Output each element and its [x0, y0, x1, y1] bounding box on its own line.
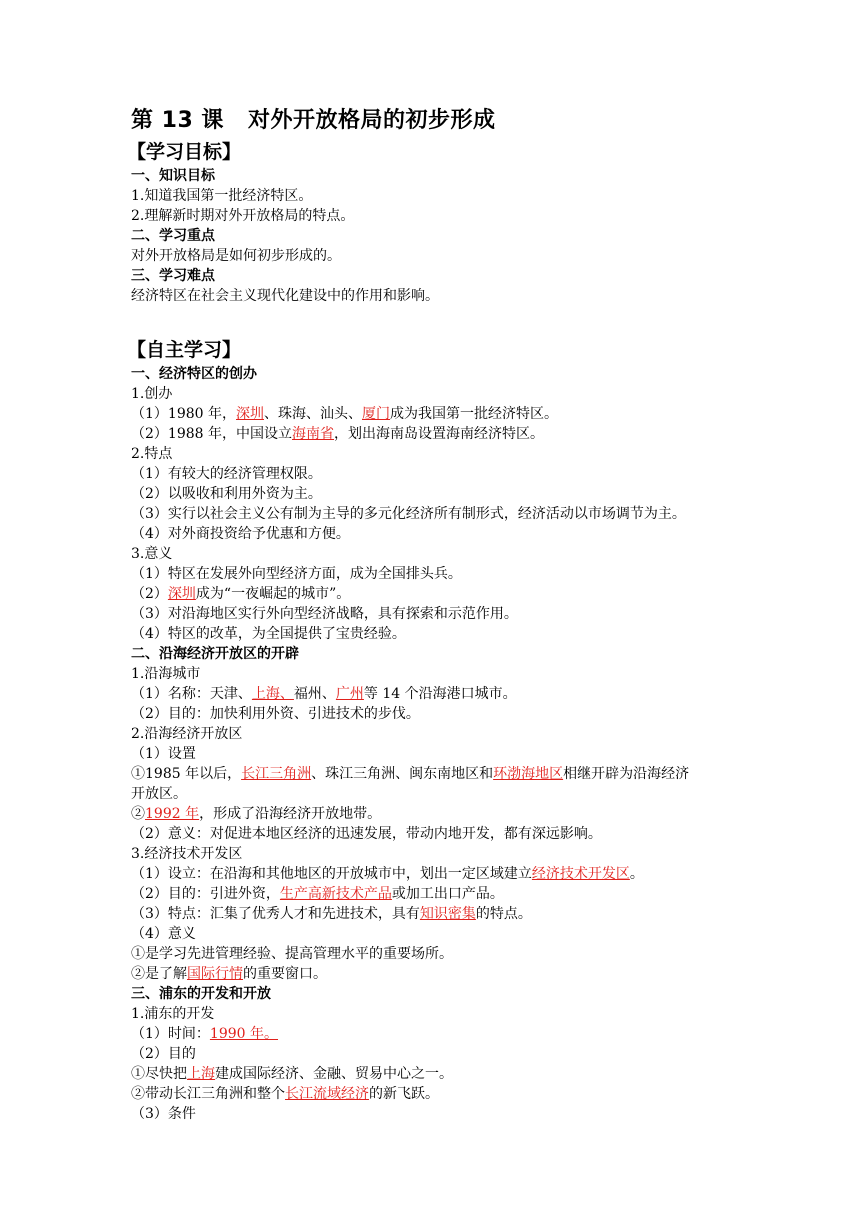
item-dev-zones-4b: ②是了解国际行情的重要窗口。 [131, 966, 327, 982]
item-dev-zones-2: （2）目的：引进外资，生产高新技术产品或加工出口产品。 [131, 886, 504, 902]
highlight-text: 长江三角洲 [241, 766, 312, 782]
item-coastal-cities: 1.沿海城市 [131, 666, 201, 682]
item-open-zones-1: （1）设置 [131, 746, 196, 762]
key-point-text: 对外开放格局是如何初步形成的。 [131, 248, 341, 264]
item-features-2: （2）以吸收和利用外资为主。 [131, 486, 322, 502]
knowledge-goal-2: 2.理解新时期对外开放格局的特点。 [131, 208, 355, 224]
item-open-zones-1a: ①1985 年以后，长江三角洲、珠江三角洲、闽东南地区和环渤海地区相继开辟为沿海经济 [131, 766, 690, 782]
lesson-number: 第 13 课 [131, 108, 224, 133]
item-pudong-1: （1）时间：1990 年。 [131, 1026, 279, 1042]
item-features-4: （4）对外商投资给予优惠和方便。 [131, 526, 350, 542]
item-features-3: （3）实行以社会主义公有制为主导的多元化经济所有制形式，经济活动以市场调节为主。 [131, 506, 686, 522]
item-pudong: 1.浦东的开发 [131, 1006, 215, 1022]
goals-heading: 【学习目标】 [127, 141, 242, 163]
item-pudong-2b: ②带动长江三角洲和整个长江流域经济的新飞跃。 [131, 1086, 439, 1102]
highlight-text: 深圳 [167, 586, 196, 602]
item-dev-zones-3: （3）特点：汇集了优秀人才和先进技术，具有知识密集的特点。 [131, 906, 532, 922]
lesson-name: 对外开放格局的初步形成 [247, 108, 496, 133]
highlight-text: 海南省 [292, 426, 334, 442]
knowledge-goal-1: 1.知道我国第一批经济特区。 [131, 188, 313, 204]
item-significance: 3.意义 [131, 546, 173, 562]
highlight-text: 国际行情 [187, 966, 243, 982]
item-founding-1: （1）1980 年，深圳、珠海、汕头、厦门成为我国第一批经济特区。 [131, 406, 558, 422]
highlight-text: 上海 [187, 1066, 215, 1082]
item-dev-zones: 3.经济技术开发区 [131, 846, 243, 862]
highlight-text: 1990 年。 [209, 1026, 279, 1042]
lesson-title [131, 104, 731, 138]
highlight-text: 1992 年 [145, 806, 200, 822]
key-point-heading: 二、学习重点 [131, 228, 215, 244]
knowledge-goal-heading: 一、知识目标 [131, 168, 215, 184]
section-1-heading: 一、经济特区的创办 [131, 366, 257, 382]
highlight-text: 厦门 [362, 406, 390, 422]
item-open-zones-1b: ②1992 年，形成了沿海经济开放地带。 [131, 806, 382, 822]
item-significance-3: （3）对沿海地区实行外向型经济战略，具有探索和示范作用。 [131, 606, 518, 622]
highlight-text: 知识密集 [419, 906, 476, 922]
difficulty-heading: 三、学习难点 [131, 268, 215, 284]
item-features-1: （1）有较大的经济管理权限。 [131, 466, 322, 482]
item-coastal-cities-2: （2）目的：加快利用外资、引进技术的步伐。 [131, 706, 420, 722]
item-pudong-2: （2）目的 [131, 1046, 196, 1062]
highlight-text: 上海、 [251, 686, 294, 702]
item-dev-zones-1: （1）设立：在沿海和其他地区的开放城市中，划出一定区域建立经济技术开发区。 [131, 866, 644, 882]
item-significance-2: （2）深圳成为“一夜崛起的城市”。 [131, 586, 351, 602]
highlight-text: 深圳 [236, 406, 264, 422]
item-significance-1: （1）特区在发展外向型经济方面，成为全国排头兵。 [131, 566, 462, 582]
highlight-text: 经济技术开发区 [531, 866, 630, 882]
item-dev-zones-4: （4）意义 [131, 926, 196, 942]
item-pudong-2a: ①尽快把上海建成国际经济、金融、贸易中心之一。 [131, 1066, 453, 1082]
difficulty-text: 经济特区在社会主义现代化建设中的作用和影响。 [131, 288, 439, 304]
section-3-heading: 三、浦东的开发和开放 [131, 986, 271, 1002]
item-features: 2.特点 [131, 446, 173, 462]
highlight-text: 长江流域经济 [285, 1086, 369, 1102]
item-coastal-cities-1: （1）名称：天津、上海、福州、广州等 14 个沿海港口城市。 [131, 686, 517, 702]
highlight-text: 生产高新技术产品 [279, 886, 392, 902]
item-open-zones-2: （2）意义：对促进本地区经济的迅速发展，带动内地开发，都有深远影响。 [131, 826, 602, 842]
item-dev-zones-4a: ①是学习先进管理经验、提高管理水平的重要场所。 [131, 946, 453, 962]
item-significance-4: （4）特区的改革，为全国提供了宝贵经验。 [131, 626, 406, 642]
item-open-zones: 2.沿海经济开放区 [131, 726, 243, 742]
highlight-text: 环渤海地区 [493, 766, 564, 782]
item-founding-2: （2）1988 年，中国设立海南省，划出海南岛设置海南经济特区。 [131, 426, 544, 442]
document-page [127, 104, 731, 1124]
item-open-zones-1a-cont: 开放区。 [131, 786, 187, 802]
highlight-text: 广州 [335, 686, 364, 702]
item-founding: 1.创办 [131, 386, 173, 402]
item-pudong-3: （3）条件 [131, 1106, 196, 1122]
self-study-heading: 【自主学习】 [127, 339, 242, 361]
section-2-heading: 二、沿海经济开放区的开辟 [131, 646, 299, 662]
